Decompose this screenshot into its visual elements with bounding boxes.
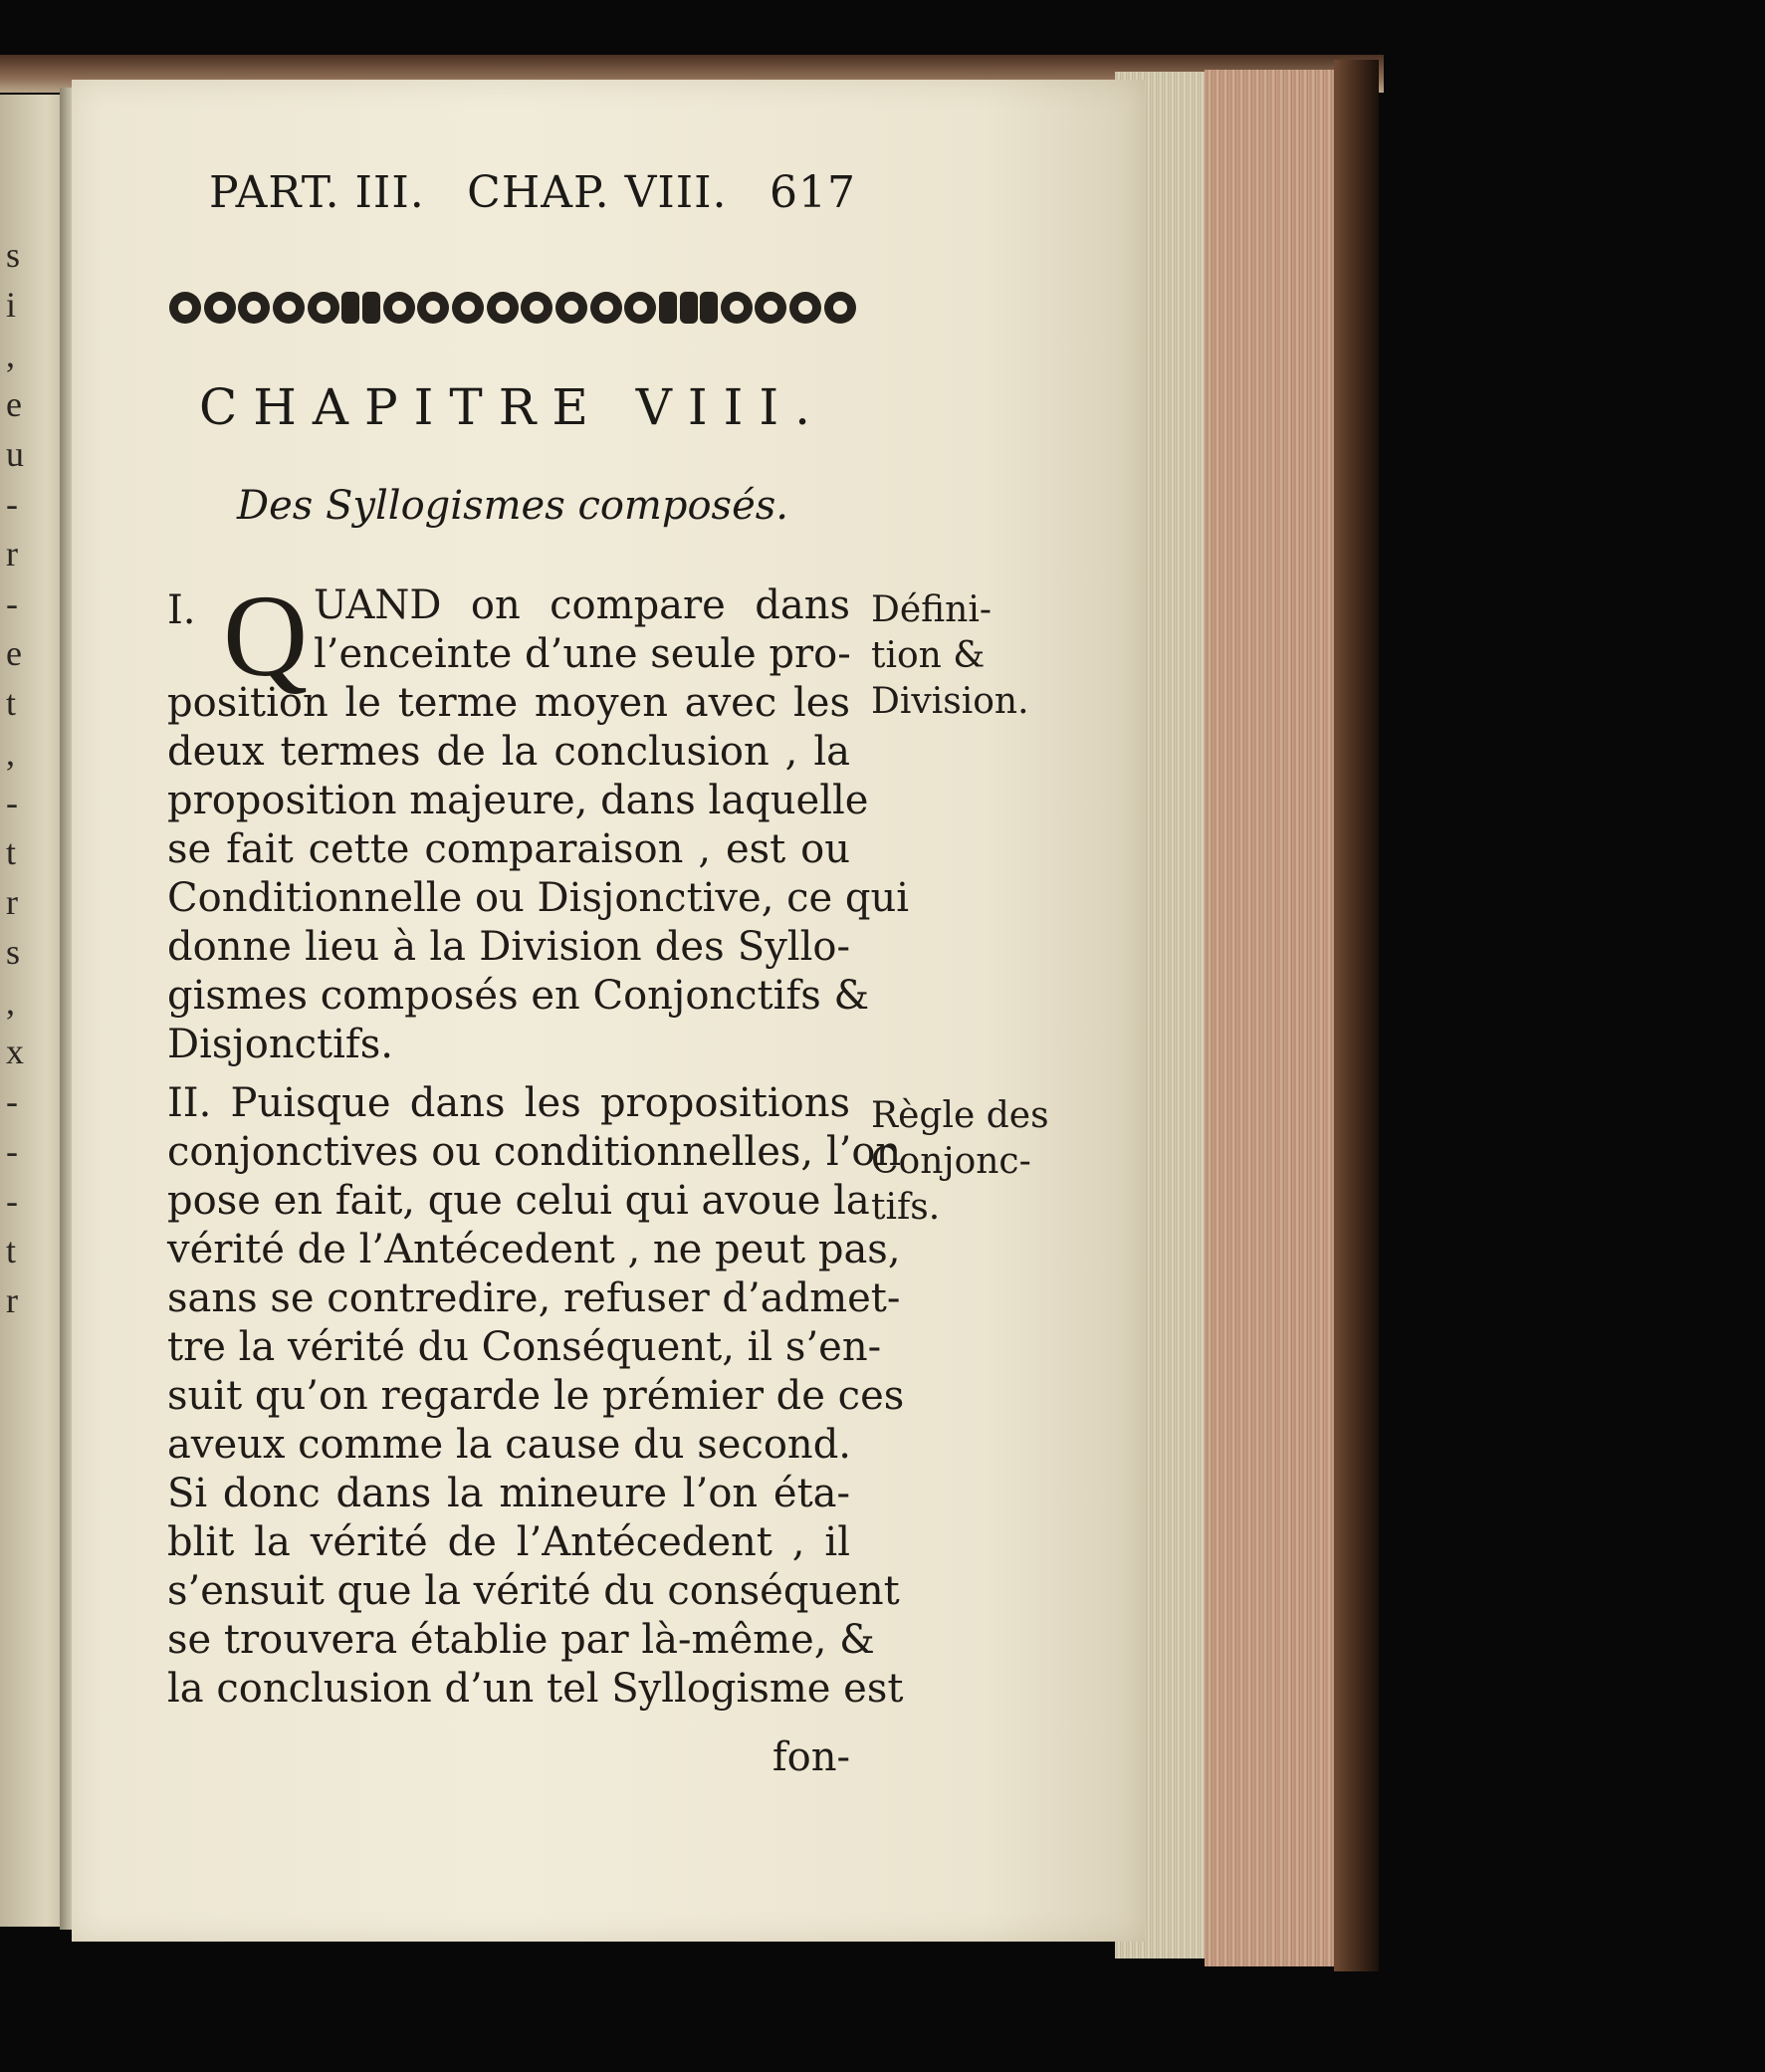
red-sprinkled-fore-edge: [1205, 70, 1344, 1966]
text-line: tre la vérité du Conséquent, il s’en-: [167, 1324, 882, 1370]
ornament-glyph: [555, 292, 587, 324]
chapter-title: CHAPITRE VIII.: [198, 378, 826, 436]
left-page-fragment: r: [6, 534, 18, 574]
left-page-fragment: t: [6, 1231, 17, 1270]
ornament-glyph: [308, 292, 339, 324]
left-page-fragment: -: [6, 583, 18, 623]
text-line: vérité de l’Antécedent , ne peut pas,: [167, 1227, 901, 1272]
section-one-number: I.: [167, 587, 196, 633]
book-cover-edge: [1334, 60, 1379, 1971]
ornament-glyph: [417, 292, 449, 324]
ornament-glyph: [383, 292, 415, 324]
ornament-glyph: [521, 292, 552, 324]
ornament-glyph: [452, 292, 484, 324]
left-page-fragment: ,: [6, 733, 15, 773]
left-page-fragment: -: [6, 783, 18, 822]
ornament-glyph: [789, 292, 821, 324]
text-line: Conditionnelle ou Disjonctive, ce qui: [167, 875, 910, 921]
ornament-glyph: [169, 292, 201, 324]
text-line: se trouvera établie par là-même, &: [167, 1617, 875, 1663]
text-line: conjonctives ou conditionnelles, l’on: [167, 1129, 902, 1175]
text-line: blit la vérité de l’Antécedent , il: [167, 1519, 850, 1565]
ornament-glyph: [590, 292, 622, 324]
ornament-glyph: [204, 292, 236, 324]
text-line: Disjonctifs.: [167, 1022, 393, 1067]
left-page-fragment: -: [6, 484, 18, 524]
left-page-fragment: e: [6, 384, 22, 424]
text-line: la conclusion d’un tel Syllogisme est: [167, 1666, 904, 1712]
running-head-chapter: CHAP. VIII.: [467, 167, 728, 218]
left-page-fragment: s: [6, 932, 21, 972]
ornament-glyph: [659, 292, 677, 324]
ornament-glyph: [487, 292, 519, 324]
page-number: 617: [770, 167, 856, 218]
margin-note-line: tion &: [871, 635, 986, 676]
margin-note-line: Division.: [871, 681, 1029, 722]
text-line: II. Puisque dans les propositions: [167, 1080, 850, 1126]
text-line: aveux comme la cause du second.: [167, 1422, 852, 1468]
left-page-fragment: r: [6, 1280, 18, 1320]
drop-cap: Q: [223, 571, 309, 701]
left-page-fragment: ,: [6, 982, 15, 1022]
text-line: s’ensuit que la vérité du conséquent: [167, 1568, 900, 1614]
text-line: Si donc dans la mineure l’on éta-: [167, 1471, 850, 1516]
left-page-fragment: x: [6, 1032, 24, 1071]
text-line: gismes composés en Conjonctifs &: [167, 973, 870, 1019]
margin-note-line: Conjonc-: [871, 1141, 1031, 1182]
text-line: sans se contredire, refuser d’admet-: [167, 1275, 901, 1321]
text-line: UAND on compare dans: [314, 582, 850, 628]
text-line: position le terme moyen avec les: [167, 680, 850, 726]
text-line: se fait cette comparaison , est ou: [167, 826, 850, 872]
left-page-fragment: s: [6, 235, 21, 275]
text-line: deux termes de la conclusion , la: [167, 729, 850, 775]
ornament-glyph: [341, 292, 359, 324]
margin-note-line: tifs.: [871, 1187, 941, 1228]
ornament-glyph: [721, 292, 753, 324]
left-page-fragment: i: [6, 285, 17, 325]
left-page-fragment: -: [6, 1181, 18, 1221]
running-head: [209, 167, 856, 218]
ornament-glyph: [700, 292, 718, 324]
chapter-subtitle: Des Syllogismes composés.: [237, 483, 788, 529]
ornamental-rule: [169, 287, 856, 329]
text-line: l’enceinte d’une seule pro-: [314, 631, 851, 677]
text-line: donne lieu à la Division des Syllo-: [167, 924, 850, 970]
left-page-fragment: e: [6, 633, 22, 673]
left-page-fragment: u: [6, 434, 24, 474]
left-page-fragment: -: [6, 1131, 18, 1171]
ornament-glyph: [238, 292, 270, 324]
ornament-glyph: [680, 292, 698, 324]
left-page-fragment: r: [6, 882, 18, 922]
left-page-edge: [0, 95, 66, 1927]
text-line: suit qu’on regarde le prémier de ces: [167, 1373, 905, 1419]
left-page-fragment: ,: [6, 335, 15, 374]
catchword: fon-: [772, 1734, 850, 1780]
running-head-part: PART. III.: [209, 167, 425, 218]
text-line: pose en fait, que celui qui avoue la: [167, 1178, 870, 1224]
margin-note-line: Défini-: [871, 589, 993, 630]
left-page-fragment: t: [6, 832, 17, 872]
ornament-glyph: [624, 292, 656, 324]
left-page-fragment: -: [6, 1081, 18, 1121]
left-page-fragment: t: [6, 683, 17, 723]
ornament-glyph: [824, 292, 856, 324]
ornament-glyph: [362, 292, 380, 324]
ornament-glyph: [755, 292, 786, 324]
ornament-glyph: [273, 292, 305, 324]
margin-note-line: Règle des: [871, 1095, 1049, 1136]
text-line: proposition majeure, dans laquelle: [167, 778, 869, 823]
